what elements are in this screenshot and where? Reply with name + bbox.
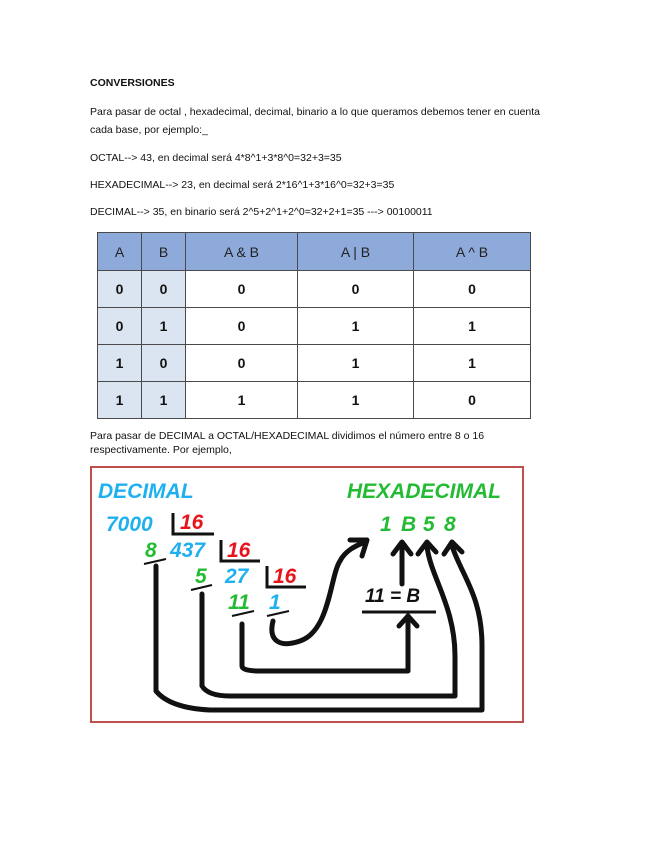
cell: 0 xyxy=(98,308,142,345)
octal-example: OCTAL--> 43, en decimal será 4*8^1+3*8^0=32+3=35 xyxy=(90,152,342,164)
hex-example: HEXADECIMAL--> 23, en decimal será 2*16^1+3*16^0=32+3=35 xyxy=(90,179,395,191)
intro-line-2: cada base, por ejemplo:_ xyxy=(90,124,208,136)
dividend: 7000 xyxy=(106,513,153,536)
cell: 1 xyxy=(298,308,414,345)
cell: 1 xyxy=(98,382,142,419)
table-row xyxy=(98,382,531,419)
remainder-3: 11 xyxy=(228,591,250,614)
hex-digit-1: 1 xyxy=(380,513,392,536)
equation: 11 = B xyxy=(365,586,421,607)
decimal-example: DECIMAL--> 35, en binario será 2^5+2^1+2^0=32+2+1=35 ---> 00100011 xyxy=(90,206,433,218)
cell: 0 xyxy=(186,345,298,382)
remainder-1: 8 xyxy=(145,539,157,562)
header-xor: A ^ B xyxy=(414,233,531,271)
cell: 0 xyxy=(186,308,298,345)
hex-digit-2: B xyxy=(401,513,417,536)
cell: 1 xyxy=(142,382,186,419)
header-a: A xyxy=(98,233,142,271)
table-row xyxy=(98,271,531,308)
hex-digit-3: 5 xyxy=(423,513,435,536)
cell: 0 xyxy=(142,271,186,308)
decimal-label: DECIMAL xyxy=(98,480,194,503)
divisor-2: 16 xyxy=(227,539,251,562)
header-b: B xyxy=(142,233,186,271)
heading: CONVERSIONES xyxy=(90,77,175,89)
conversion-figure xyxy=(90,466,524,723)
cell: 1 xyxy=(186,382,298,419)
header-or: A | B xyxy=(298,233,414,271)
intro-line-1: Para pasar de octal , hexadecimal, decimal, binario a lo que queramos debemos tener en cuenta xyxy=(90,106,541,118)
cell: 1 xyxy=(142,308,186,345)
divisor-3: 16 xyxy=(273,565,297,588)
cell: 1 xyxy=(298,382,414,419)
cell: 0 xyxy=(98,271,142,308)
cell: 0 xyxy=(142,345,186,382)
cell: 0 xyxy=(298,271,414,308)
cell: 0 xyxy=(414,382,531,419)
cell: 0 xyxy=(414,271,531,308)
cell: 1 xyxy=(414,345,531,382)
quotient-2: 27 xyxy=(225,565,249,588)
cell: 1 xyxy=(414,308,531,345)
quotient-3: 1 xyxy=(269,591,281,614)
remainder-2: 5 xyxy=(195,565,207,588)
quotient-1: 437 xyxy=(170,539,206,562)
hex-label: HEXADECIMAL xyxy=(347,480,502,503)
para2-line-2: respectivamente. Por ejemplo, xyxy=(90,444,232,456)
divisor-1: 16 xyxy=(180,511,204,534)
cell: 1 xyxy=(98,345,142,382)
truth-table xyxy=(97,232,531,419)
cell: 0 xyxy=(186,271,298,308)
header-and: A & B xyxy=(186,233,298,271)
table-row xyxy=(98,345,531,382)
para2-line-1: Para pasar de DECIMAL a OCTAL/HEXADECIMAL dividimos el número entre 8 o 16 xyxy=(90,430,485,442)
cell: 1 xyxy=(298,345,414,382)
hex-digit-4: 8 xyxy=(444,513,456,536)
table-row xyxy=(98,308,531,345)
